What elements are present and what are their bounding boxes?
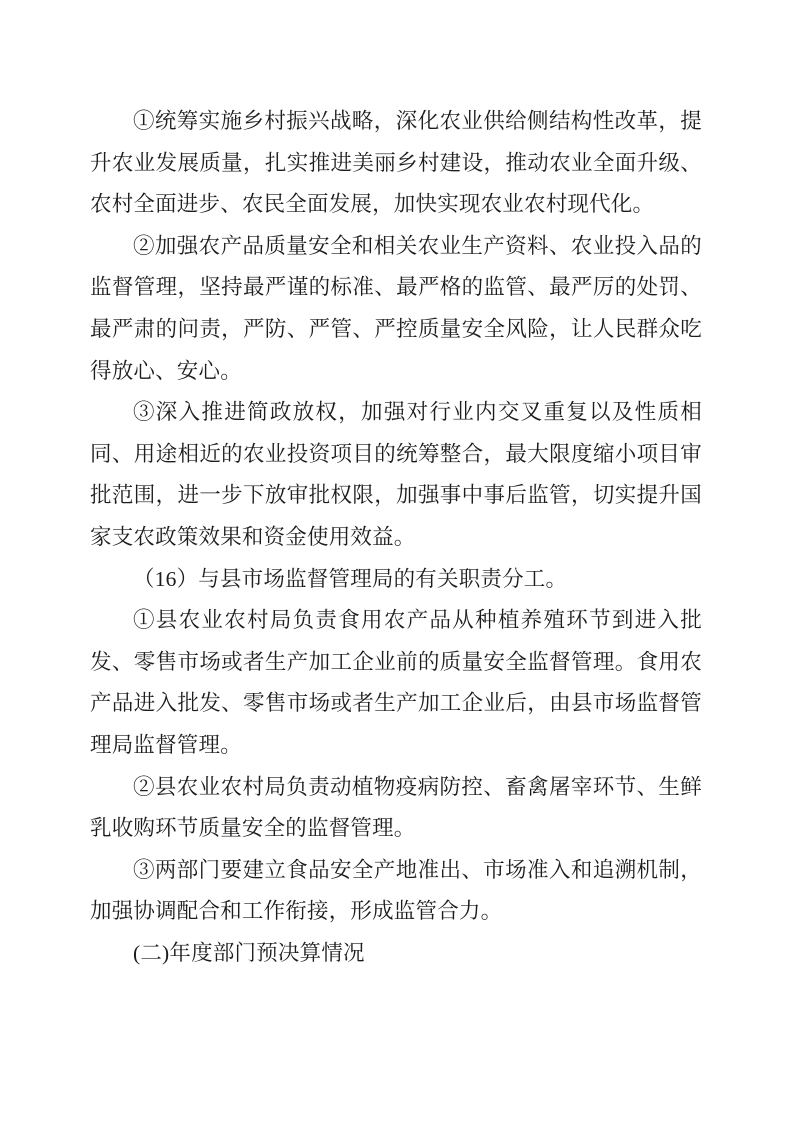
document-paragraph: ①统筹实施乡村振兴战略，深化农业供给侧结构性改革，提升农业发展质量，扎实推进美丽乡村建设，推动农业全面升级、农村全面进步、农民全面发展，加快实现农业农村现代化。 [90,109,702,217]
document-body [90,101,702,974]
document-paragraph: ②县农业农村局负责动植物疫病防控、畜禽屠宰环节、生鲜乳收购环节质量安全的监督管理。 [90,774,702,841]
document-paragraph: ②加强农产品质量安全和相关农业生产资料、农业投入品的监督管理，坚持最严谨的标准、最严格的监管、最严厉的处罚、最严肃的问责，严防、严管、严控质量安全风险，让人民群众吃得放心、安心。 [90,233,702,383]
document-paragraph: ①县农业农村局负责食用农产品从种植养殖环节到进入批发、零售市场或者生产加工企业前的质量安全监督管理。食用农产品进入批发、零售市场或者生产加工企业后，由县市场监督管理局监督管理。 [90,608,702,757]
document-section-heading: （16）与县市场监督管理局的有关职责分工。 [133,566,568,591]
document-section-heading: (二)年度部门预决算情况 [133,940,365,965]
document-paragraph: ③深入推进简政放权，加强对行业内交叉重复以及性质相同、用途相近的农业投资项目的统筹整合，最大限度缩小项目审批范围，进一步下放审批权限，加强事中事后监管，切实提升国家支农政策效果和资金使用效益。 [90,400,702,549]
document-paragraph: ③两部门要建立食品安全产地准出、市场准入和追溯机制，加强协调配合和工作衔接，形成监管合力。 [90,857,702,924]
